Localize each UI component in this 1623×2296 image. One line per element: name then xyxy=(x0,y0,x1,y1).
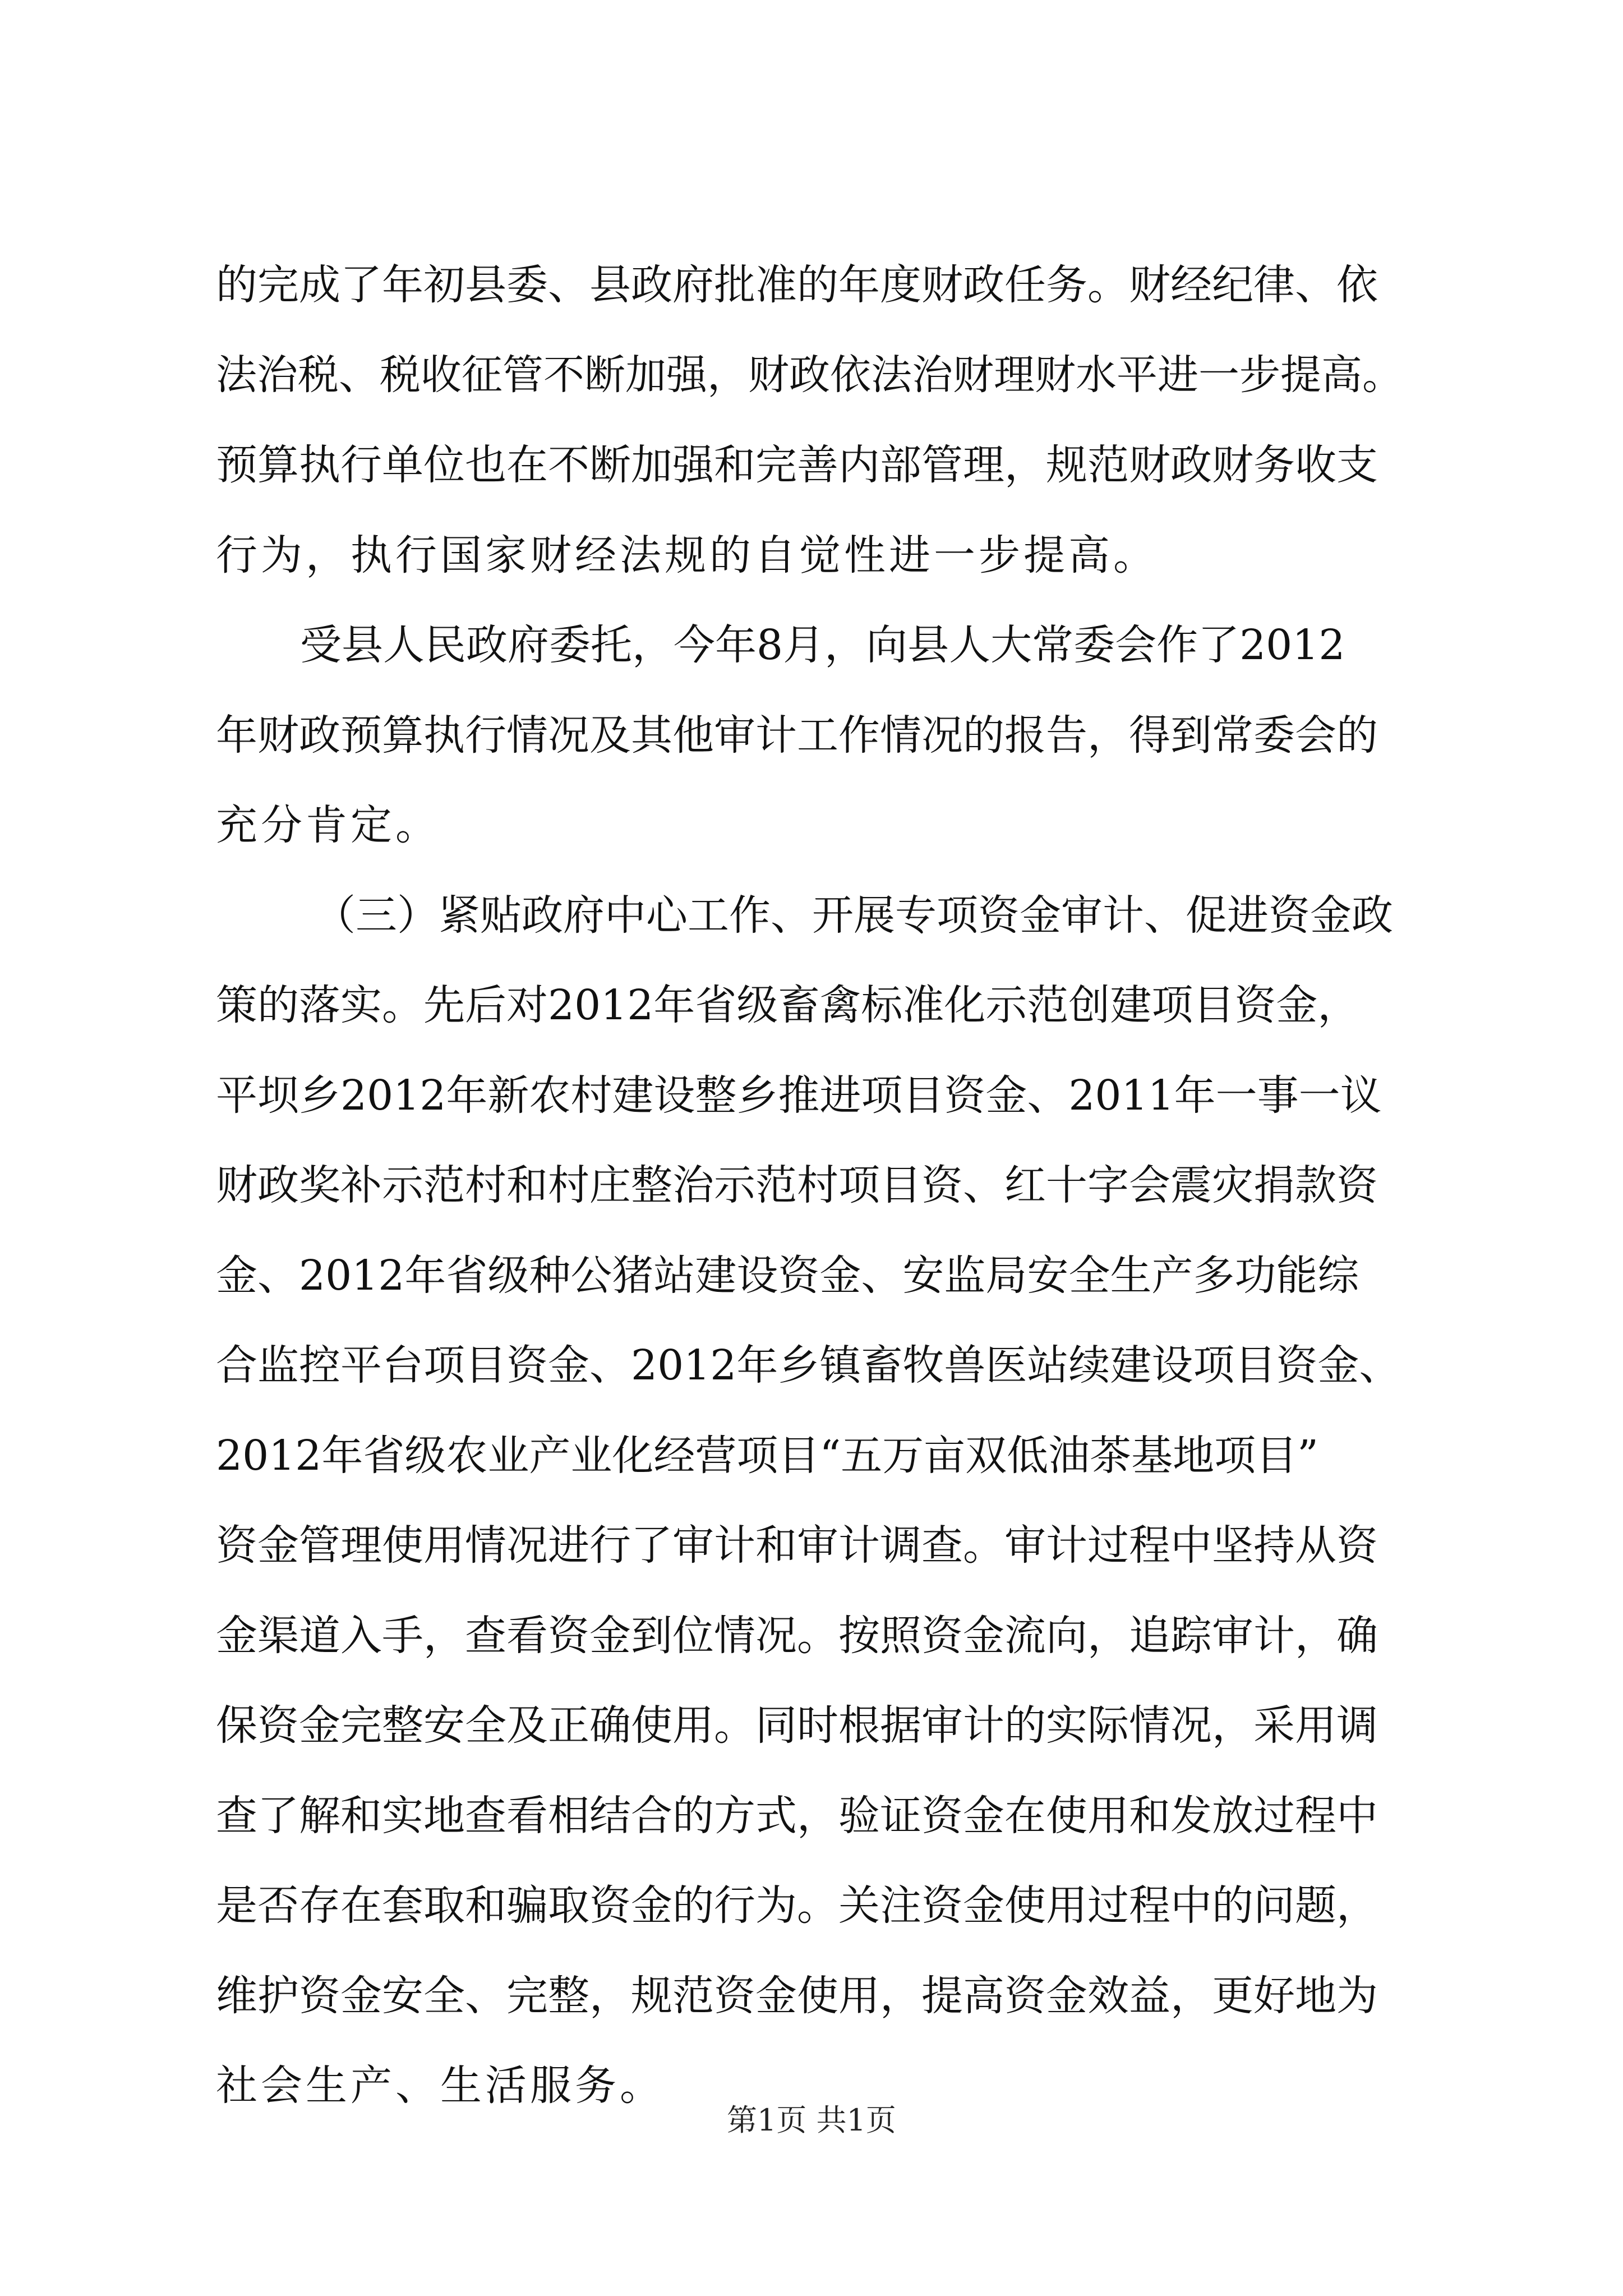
body-line: 的完成了年初县委、县政府批准的年度财政任务。财经纪律、依 xyxy=(216,261,1378,309)
body-line: 维护资金安全、完整，规范资金使用，提高资金效益，更好地为 xyxy=(216,1971,1378,2020)
body-line: 法治税、税收征管不断加强，财政依法治财理财水平进一步提高。 xyxy=(216,351,1403,399)
body-line: 查了解和实地查看相结合的方式，验证资金在使用和发放过程中 xyxy=(216,1791,1378,1840)
body-line: 预算执行单位也在不断加强和完善内部管理，规范财政财务收支 xyxy=(216,441,1378,489)
body-line: 保资金完整安全及正确使用。同时根据审计的实际情况，采用调 xyxy=(216,1701,1378,1750)
body-line: 受县人民政府委托，今年8月，向县人大常委会作了2012 xyxy=(300,621,1345,669)
body-line: 财政奖补示范村和村庄整治示范村项目资、红十字会震灾捐款资 xyxy=(216,1161,1378,1209)
body-line: 2012年省级农业产业化经营项目“五万亩双低油茶基地项目” xyxy=(216,1431,1318,1480)
body-line: 是否存在套取和骗取资金的行为。关注资金使用过程中的问题， xyxy=(216,1881,1378,1930)
body-line: 行为，执行国家财经法规的自觉性进一步提高。 xyxy=(216,531,1158,579)
body-line: 年财政预算执行情况及其他审计工作情况的报告，得到常委会的 xyxy=(216,711,1378,760)
body-line: （三）紧贴政府中心工作、开展专项资金审计、促进资金政 xyxy=(314,891,1393,940)
page-footer: 第1页 共1页 xyxy=(727,2102,896,2138)
body-line: 合监控平台项目资金、2012年乡镇畜牧兽医站续建设项目资金、 xyxy=(216,1341,1401,1389)
body-line: 金、2012年省级种公猪站建设资金、安监局安全生产多功能综 xyxy=(216,1251,1359,1300)
body-line: 策的落实。先后对2012年省级畜禽标准化示范创建项目资金， xyxy=(216,981,1359,1029)
body-line: 社会生产、生活服务。 xyxy=(216,2062,665,2110)
body-line: 充分肯定。 xyxy=(216,801,440,849)
body-line: 资金管理使用情况进行了审计和审计调查。审计过程中坚持从资 xyxy=(216,1521,1378,1570)
body-line: 金渠道入手，查看资金到位情况。按照资金流向，追踪审计，确 xyxy=(216,1611,1378,1660)
body-line: 平坝乡2012年新农村建设整乡推进项目资金、2011年一事一议 xyxy=(216,1071,1382,1120)
